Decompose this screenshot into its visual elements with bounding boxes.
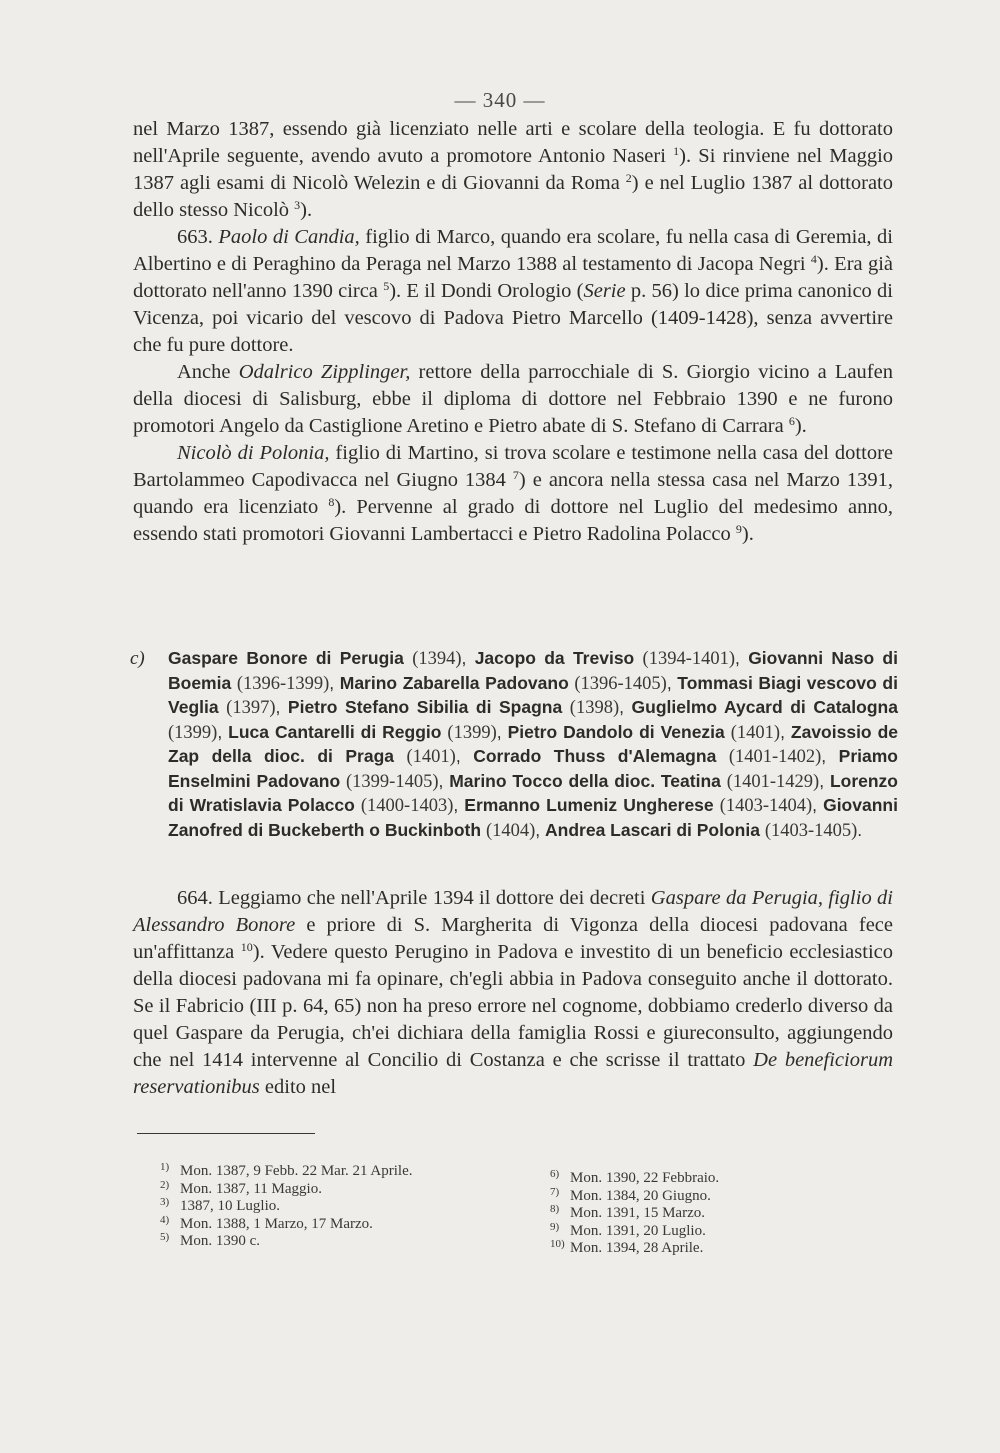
person-name: Gaspare da Perugia, figlio di Alessandro Bonore xyxy=(133,887,893,936)
text-run: ). Si rinviene nel Maggio 1387 agli esami di Nicolò Welezin e di Giovanni da Roma xyxy=(133,145,894,194)
footnote-mark: 2) xyxy=(160,1178,170,1191)
doctor-years: (1399) xyxy=(447,722,497,743)
text-run: figlio di Martino, si trova scolare e testimone nella casa del dottore Bartolammeo Capodivacca nel Giugno 1384 xyxy=(133,442,893,491)
footnote-text: Mon. 1391, 20 Luglio. xyxy=(570,1222,706,1239)
doctor-years: (1396-1399) xyxy=(236,673,330,694)
footnote-text: Mon. 1387, 11 Maggio. xyxy=(180,1180,322,1197)
footnote xyxy=(160,1198,500,1216)
doctor-years: (1401-1429) xyxy=(726,771,820,792)
text-run: p. 56) lo dice prima canonico di Vicenza, poi vicario del vescovo di Padova Pietro Marcello (1409-1428), senza avvertire che fu pure dottore. xyxy=(133,280,894,356)
paragraph-662-continuation xyxy=(133,116,893,224)
footnote-ref[interactable]: 9 xyxy=(735,522,742,536)
footnote-text: Mon. 1394, 28 Aprile. xyxy=(570,1240,704,1256)
footnote-ref[interactable]: 5 xyxy=(383,279,390,293)
doctor-name: Zavoissio de Zap della dioc. di Praga xyxy=(168,721,898,766)
doctor-name: Lorenzo di Wratislavia Polacco xyxy=(168,770,898,815)
footnote-text: Mon. 1390 c. xyxy=(180,1233,260,1249)
text-run: ). xyxy=(300,199,313,221)
footnote-ref[interactable]: 8 xyxy=(328,495,335,509)
doctor-years: (1400-1403) xyxy=(360,796,454,816)
footnote-ref[interactable]: 6 xyxy=(788,414,795,428)
footnote-divider xyxy=(137,1133,315,1134)
doctor-name: Tommasi Biagi vescovo di Veglia xyxy=(168,672,898,717)
person-name: Odalrico Zipplinger, xyxy=(238,361,411,383)
text-run: Anche xyxy=(177,361,239,383)
text-run: ). Pervenne al grado di dottore nel Luglio del medesimo anno, essendo stati promotori Giovanni Lambertacci e Pietro Radolina Polacco xyxy=(133,496,893,545)
footnote xyxy=(160,1163,500,1181)
doctor-years: (1394) xyxy=(412,649,462,669)
footnote xyxy=(550,1205,850,1223)
work-title: De beneficiorum reservationibus xyxy=(133,1049,893,1098)
note-label: c) xyxy=(130,648,145,669)
text-run: ) e ancora nella stessa casa nel Marzo 1391, quando era licenziato xyxy=(133,469,893,518)
footnote xyxy=(160,1178,500,1199)
person-name: Paolo di Candia, xyxy=(218,226,360,248)
text-run: ). xyxy=(741,523,754,545)
doctor-name: Giovanni Zanofred di Buckeberth o Buckinboth xyxy=(168,795,898,840)
doctor-name: Corrado Thuss d'Alemagna xyxy=(473,746,717,766)
footnote xyxy=(550,1220,850,1241)
doctor-name: Guglielmo Aycard di Catalogna xyxy=(631,697,898,717)
text-run: edito nel xyxy=(259,1076,337,1098)
text-run: ) e nel Luglio 1387 al dottorato dello stesso Nicolò xyxy=(133,172,893,221)
doctor-name: Priamo Enselmini Padovano xyxy=(168,746,898,791)
doctor-name: Giovanni Naso di Boemia xyxy=(168,648,898,693)
doctor-name: Marino Tocco della dioc. Teatina xyxy=(449,770,721,791)
doctor-years: (1398) xyxy=(569,698,620,718)
footnote xyxy=(160,1233,500,1251)
doctor-years: (1403-1404) xyxy=(719,796,813,816)
doctor-name: Pietro Stefano Sibilia di Spagna xyxy=(287,697,563,717)
footnote-text: Mon. 1384, 20 Giugno. xyxy=(570,1187,711,1204)
doctor-years: (1401) xyxy=(406,747,456,767)
footnote-mark: 7) xyxy=(550,1185,560,1198)
footnote-mark: 3) xyxy=(160,1196,170,1208)
footnote-ref[interactable]: 4 xyxy=(810,252,817,266)
doctor-name: Luca Cantarelli di Reggio xyxy=(228,721,442,742)
doctor-years: (1404) xyxy=(485,820,536,841)
footnote-mark: 8) xyxy=(550,1203,560,1215)
doctor-name: Gaspare Bonore di Perugia xyxy=(168,648,404,668)
person-name: Nicolò di Polonia, xyxy=(177,442,330,464)
footnote-text: 1387, 10 Luglio. xyxy=(180,1198,280,1214)
text-run: e priore di S. Margherita di Vigonza della diocesi padovana fece un'affittanza xyxy=(133,914,894,963)
footnote-text: Mon. 1390, 22 Febbraio. xyxy=(570,1170,720,1186)
doctor-years: (1399-1405) xyxy=(346,771,439,792)
text-run: ). E il Dondi Orologio ( xyxy=(389,280,584,302)
footnote-mark: 10) xyxy=(550,1238,565,1250)
footnotes-left-column xyxy=(160,1163,500,1251)
doctor-name: Ermanno Lumeniz Ungherese xyxy=(464,795,714,815)
paragraph-663 xyxy=(133,224,893,359)
doctor-name: Pietro Dandolo di Venezia xyxy=(507,721,725,742)
second-text-block xyxy=(133,885,893,1101)
paragraph-zipplinger xyxy=(133,359,893,440)
footnote-text: Mon. 1391, 15 Marzo. xyxy=(570,1205,705,1221)
doctor-years: (1397) xyxy=(226,698,276,718)
doctor-years: (1399) xyxy=(168,722,218,743)
paragraph-664 xyxy=(133,885,893,1101)
doctors-list-note xyxy=(130,647,898,843)
doctor-name: Jacopo da Treviso xyxy=(474,648,635,668)
text-run: ). Era già dottorato nell'anno 1390 circa xyxy=(133,253,893,302)
doctor-name: Marino Zabarella Padovano xyxy=(339,672,569,693)
doctor-years: (1401) xyxy=(730,722,781,743)
footnote-mark: 9) xyxy=(550,1220,560,1233)
footnote-mark: 6) xyxy=(550,1168,560,1180)
doctor-years: (1403-1405) xyxy=(764,820,858,841)
paragraph-polonia xyxy=(133,440,893,548)
page-number: — 340 — xyxy=(454,88,546,112)
footnote-mark: 4) xyxy=(160,1213,170,1226)
text-run: nel Marzo 1387, essendo già licenziato nelle arti e scolare della teologia. E fu dottorato nell'Aprile seguente, avendo avuto a promotore Antonio Naseri xyxy=(133,118,893,167)
footnote-ref[interactable]: 3 xyxy=(294,198,301,212)
work-title: Serie xyxy=(583,280,626,302)
footnote-ref[interactable]: 10 xyxy=(240,940,253,954)
text-run: figlio di Marco, quando era scolare, fu nella casa di Geremia, di Albertino e di Peraghino da Peraga nel Marzo 1388 al testamento di Jacopa Negri xyxy=(133,226,893,275)
footnote-text: Mon. 1387, 9 Febb. 22 Mar. 21 Aprile. xyxy=(180,1163,413,1179)
doctors-list: Gaspare Bonore di Perugia (1394), Jacopo da Treviso (1394-1401), Giovanni Naso di Boemia (1396-1399), Marino Zabarella Padovano (1396-1405), Tommasi Biagi vescovo di Veglia (1397), Pietro Stefano Sibilia di Spagna (1398), Guglielmo Aycard di Catalogna (1399), Luca Cantarelli di Reggio (1399), Pietro Dandolo di Venezia (1401), Zavoissio de Zap della dioc. di Praga (1401), Corrado Thuss d'Alemagna (1401-1402), Priamo Enselmini Padovano (1399-1405), Marino Tocco della dioc. Teatina (1401-1429), Lorenzo di Wratislavia Polacco (1400-1403), Ermanno Lumeniz Ungherese (1403-1404), Giovanni Zanofred di Buckeberth o Buckinboth (1404), Andrea Lascari di Polonia (1403-1405). xyxy=(168,648,898,841)
text-run: rettore della parrocchiale di S. Giorgio vicino a Laufen della diocesi di Salisburg, ebbe il diploma di dottore nel Febbraio 1390 e ne furono promotori Angelo da Castiglione Aretino e Pietro abate di S. Stefano di Carrara xyxy=(133,361,893,437)
text-run: ). xyxy=(794,415,807,437)
doctor-years: (1401-1402) xyxy=(728,747,822,767)
footnote-ref[interactable]: 1 xyxy=(673,144,680,158)
footnote-text: Mon. 1388, 1 Marzo, 17 Marzo. xyxy=(180,1215,373,1232)
footnote-ref[interactable]: 7 xyxy=(512,468,519,482)
footnote xyxy=(550,1185,850,1206)
doctor-years: (1396-1405) xyxy=(574,673,667,694)
text-run: 664. Leggiamo che nell'Aprile 1394 il dottore dei decreti xyxy=(177,887,651,909)
footnotes-right-column xyxy=(550,1170,850,1258)
text-run: 663. xyxy=(177,226,219,248)
footnote xyxy=(550,1170,850,1188)
main-text-block xyxy=(133,116,893,548)
doctor-years: (1394-1401) xyxy=(642,649,736,669)
footnote-mark: 5) xyxy=(160,1231,170,1243)
doctor-name: Andrea Lascari di Polonia xyxy=(545,819,760,840)
footnote-mark: 1) xyxy=(160,1161,170,1173)
footnote-ref[interactable]: 2 xyxy=(625,171,632,185)
footnote xyxy=(160,1213,500,1234)
text-run: ). Vedere questo Perugino in Padova e investito di un beneficio ecclesiastico della diocesi padovana mi fa opinare, ch'egli abbia in Padova conseguito anche il dottorato. Se il Fabricio (III p. 64, 65) non ha preso errore nel cognome, dobbiamo crederlo diverso da quel Gaspare da Perugia, ch'ei dichiara della famiglia Rossi e giureconsulto, aggiungendo che nel 1414 intervenne al Concilio di Costanza e che scrisse il trattato xyxy=(133,941,893,1071)
footnote xyxy=(550,1240,850,1258)
